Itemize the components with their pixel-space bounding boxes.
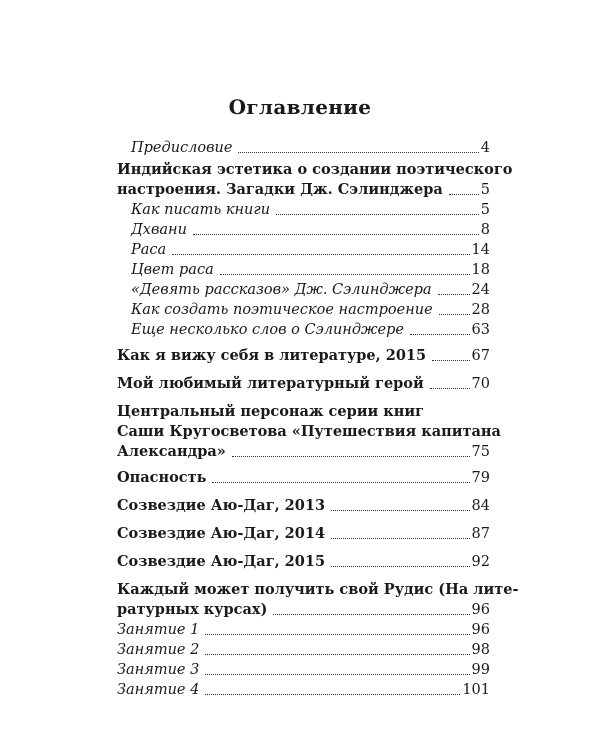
- toc-entry-rasa-color[interactable]: [131, 260, 490, 280]
- toc-entry-page: 67: [471, 348, 490, 364]
- leader-dots: [220, 274, 470, 275]
- toc-entry-page: 4: [480, 140, 490, 156]
- toc-entry-title: Как писать книги: [131, 202, 271, 218]
- toc-entry-page: 70: [471, 376, 490, 392]
- toc-entry-page: 101: [462, 682, 490, 698]
- toc-entry-page: 18: [471, 262, 490, 278]
- toc-entry-how-i-see-myself[interactable]: [117, 346, 490, 366]
- toc-entry-title: Саши Кругосветова «Путешествия капитана: [117, 423, 501, 440]
- toc-entry-page: 96: [471, 602, 490, 618]
- toc-entry-page: 96: [471, 622, 490, 638]
- toc-entry-central-character-line2[interactable]: [117, 422, 501, 442]
- leader-dots: [439, 314, 470, 315]
- toc-entry-rudis[interactable]: [117, 600, 490, 620]
- toc-entry-poetic-mood[interactable]: [131, 300, 490, 320]
- toc-entry-more-on-salinger[interactable]: [131, 320, 490, 340]
- toc-entry-lesson-4[interactable]: [117, 680, 490, 700]
- leader-dots: [331, 566, 470, 567]
- leader-dots: [331, 510, 470, 511]
- toc-entry-page: 92: [471, 554, 490, 570]
- toc-entry-title: Центральный персонаж серии книг: [117, 403, 425, 420]
- toc-entry-title: Занятие 3: [117, 662, 200, 678]
- toc-entry-page: 5: [480, 202, 490, 218]
- leader-dots: [410, 334, 470, 335]
- toc-entry-title: ратурных курсах): [117, 601, 268, 618]
- leader-dots: [331, 538, 470, 539]
- leader-dots: [276, 214, 479, 215]
- toc-entry-title: Раса: [131, 242, 167, 258]
- toc-entry-page: 24: [471, 282, 490, 298]
- leader-dots: [449, 194, 479, 195]
- leader-dots: [205, 634, 469, 635]
- leader-dots: [205, 674, 469, 675]
- toc-entry-title: Занятие 1: [117, 622, 200, 638]
- leader-dots: [193, 234, 479, 235]
- toc-entry-title: Дхвани: [131, 222, 187, 238]
- toc-entry-central-character-line1[interactable]: [117, 402, 490, 422]
- toc-entry-page: 8: [480, 222, 490, 238]
- toc-entry-indian-aesthetics[interactable]: [117, 180, 490, 200]
- toc-entry-central-character[interactable]: [117, 442, 490, 462]
- toc-entry-ayu-dag-2014[interactable]: [117, 524, 490, 544]
- leader-dots: [430, 388, 470, 389]
- toc-entry-preface[interactable]: [131, 138, 490, 158]
- toc-entry-lesson-3[interactable]: [117, 660, 490, 680]
- toc-entry-title: Созвездие Аю-Даг, 2014: [117, 525, 326, 542]
- toc-entry-page: 87: [471, 526, 490, 542]
- toc-entry-page: 75: [471, 444, 490, 460]
- toc-entry-page: 28: [471, 302, 490, 318]
- toc-entry-page: 99: [471, 662, 490, 678]
- toc-entry-page: 79: [471, 470, 490, 486]
- toc-entry-ayu-dag-2013[interactable]: [117, 496, 490, 516]
- toc-entry-page: 98: [471, 642, 490, 658]
- toc-entry-title: Занятие 2: [117, 642, 200, 658]
- toc-entry-how-to-write[interactable]: [131, 200, 490, 220]
- leader-dots: [238, 152, 478, 153]
- leader-dots: [273, 614, 469, 615]
- leader-dots: [438, 294, 470, 295]
- toc-entry-rasa[interactable]: [131, 240, 490, 260]
- toc-entry-danger[interactable]: [117, 468, 490, 488]
- toc-entry-page: 5: [480, 182, 490, 198]
- toc-entry-title: Александра»: [117, 443, 226, 460]
- toc-entry-title: Занятие 4: [117, 682, 200, 698]
- toc-entry-page: 14: [471, 242, 490, 258]
- leader-dots: [432, 360, 469, 361]
- leader-dots: [232, 456, 470, 457]
- toc-entry-title: Созвездие Аю-Даг, 2015: [117, 553, 326, 570]
- toc-entry-nine-stories[interactable]: [131, 280, 490, 300]
- toc-entry-page: 84: [471, 498, 490, 514]
- leader-dots: [205, 694, 460, 695]
- toc-entry-lesson-1[interactable]: [117, 620, 490, 640]
- toc-entry-title: Созвездие Аю-Даг, 2013: [117, 497, 326, 514]
- toc-entry-title: Как создать поэтическое настроение: [131, 302, 433, 318]
- toc-entry-title: Предисловие: [131, 140, 233, 156]
- leader-dots: [172, 254, 469, 255]
- toc-entry-ayu-dag-2015[interactable]: [117, 552, 490, 572]
- toc-entry-dhvani[interactable]: [131, 220, 490, 240]
- toc-entry-title: настроения. Загадки Дж. Сэлинджера: [117, 181, 443, 198]
- toc-entry-title: Как я вижу себя в литературе, 2015: [117, 347, 427, 364]
- toc-entry-indian-aesthetics-line1[interactable]: [117, 160, 513, 180]
- toc-entry-title: Индийская эстетика о создании поэтического: [117, 161, 513, 178]
- toc-entry-title: Каждый может получить свой Рудис (На лите-: [117, 581, 519, 598]
- toc-entry-page: 63: [471, 322, 490, 338]
- toc-entry-title: Мой любимый литературный герой: [117, 375, 424, 392]
- leader-dots: [212, 482, 469, 483]
- toc-entry-title: «Девять рассказов» Дж. Сэлинджера: [131, 282, 432, 298]
- toc-entry-title: Цвет раса: [131, 262, 214, 278]
- toc-entry-title: Опасность: [117, 469, 207, 486]
- page-title: Оглавление: [228, 95, 372, 119]
- leader-dots: [205, 654, 469, 655]
- toc-entry-favorite-hero[interactable]: [117, 374, 490, 394]
- toc-entry-lesson-2[interactable]: [117, 640, 490, 660]
- toc-entry-title: Еще несколько слов о Сэлинджере: [131, 322, 404, 338]
- toc-entry-rudis-line1[interactable]: [117, 580, 519, 600]
